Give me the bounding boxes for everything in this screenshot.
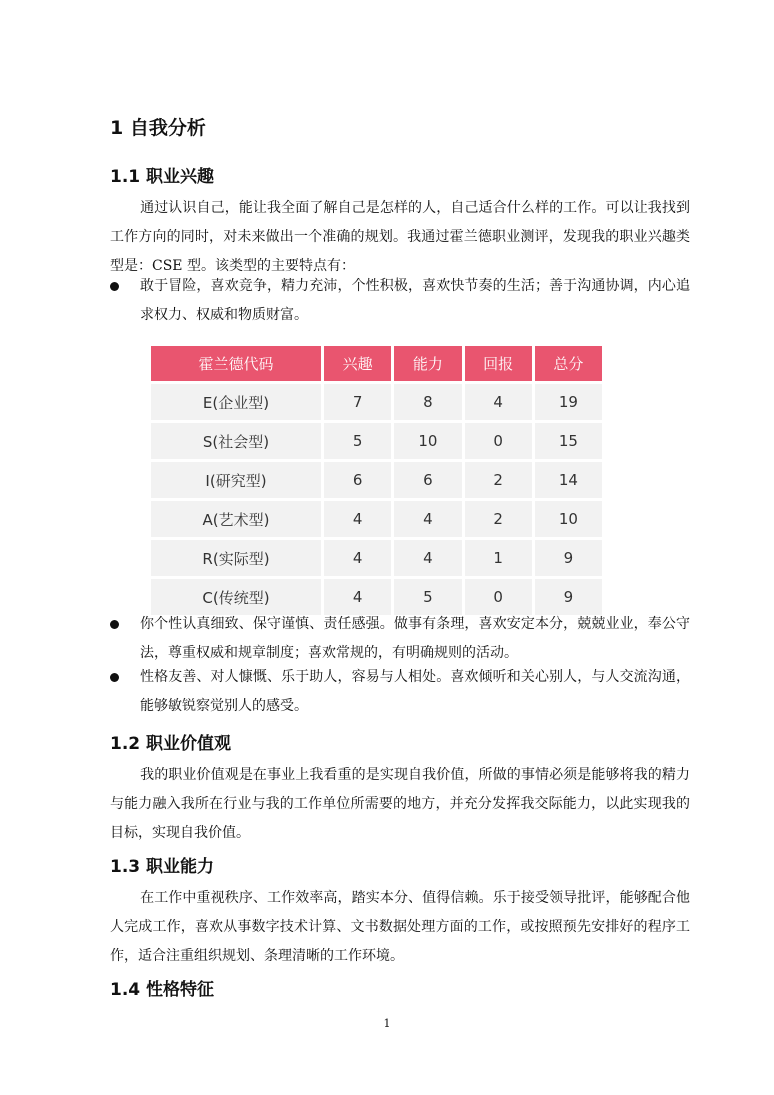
table-cell: 9 — [535, 540, 602, 576]
table-cell: 9 — [535, 579, 602, 615]
table-cell: 6 — [394, 462, 461, 498]
section-1-1-paragraph — [110, 194, 690, 281]
table-header-row — [151, 346, 602, 381]
section-1-heading: 1 自我分析 — [110, 117, 206, 139]
table-header-cell: 能力 — [394, 346, 461, 381]
table-cell: 4 — [324, 579, 391, 615]
table-row — [151, 540, 602, 576]
table-cell: 10 — [535, 501, 602, 537]
section-1-2-heading: 1.2 职业价值观 — [110, 734, 232, 754]
section-1-3-paragraph-text: 在工作中重视秩序、工作效率高，踏实本分、值得信赖。乐于接受领导批评，能够配合他人完成工作，喜欢从事数字技术计算、文书数据处理方面的工作，或按照预先安排好的程序工作，适合注重组织规划、条理清晰的工作环境。 — [110, 890, 690, 964]
table-cell: 0 — [465, 579, 532, 615]
section-1-2-paragraph-text: 我的职业价值观是在事业上我看重的是实现自我价值，所做的事情必须是能够将我的精力与能力融入我所在行业与我的工作单位所需要的地方，并充分发挥我交际能力，以此实现我的目标，实现自我价值。 — [110, 767, 690, 841]
table-cell: 4 — [324, 501, 391, 537]
table-cell: 7 — [324, 384, 391, 420]
table-header-cell: 总分 — [535, 346, 602, 381]
bullet-text-3: 性格友善、对人慷慨、乐于助人，容易与人相处。喜欢倾听和关心别人，与人交流沟通，能够敏锐察觉别人的感受。 — [140, 669, 690, 714]
table-cell: 14 — [535, 462, 602, 498]
table-cell: 0 — [465, 423, 532, 459]
table-cell: 10 — [394, 423, 461, 459]
table-row — [151, 423, 602, 459]
bullet-dot-icon — [110, 282, 119, 291]
table-cell: 8 — [394, 384, 461, 420]
table-cell: I(研究型) — [151, 462, 321, 498]
table-cell: C(传统型) — [151, 579, 321, 615]
page-number: 1 — [383, 1017, 391, 1030]
table-cell: 4 — [465, 384, 532, 420]
bullet-item-2 — [110, 610, 690, 668]
bullet-dot-icon — [110, 620, 119, 629]
table-cell: A(艺术型) — [151, 501, 321, 537]
table-cell: 4 — [394, 540, 461, 576]
table-cell: R(实际型) — [151, 540, 321, 576]
bullet-text-1: 敢于冒险，喜欢竞争，精力充沛，个性积极，喜欢快节奏的生活；善于沟通协调，内心追求权力、权威和物质财富。 — [140, 278, 690, 323]
bullet-dot-icon — [110, 673, 119, 682]
table-cell: 4 — [394, 501, 461, 537]
table-cell: S(社会型) — [151, 423, 321, 459]
table-row — [151, 462, 602, 498]
section-1-1-paragraph-text: 通过认识自己，能让我全面了解自己是怎样的人，自己适合什么样的工作。可以让我找到工作方向的同时，对未来做出一个准确的规划。我通过霍兰德职业测评，发现我的职业兴趣类型是：CSE 型。该类型的主要特点有： — [110, 200, 690, 274]
table-cell: 5 — [394, 579, 461, 615]
table-header-cell: 霍兰德代码 — [151, 346, 321, 381]
table-row — [151, 384, 602, 420]
table-cell: 2 — [465, 501, 532, 537]
table-cell: 2 — [465, 462, 532, 498]
section-1-2-paragraph — [110, 761, 690, 848]
holland-code-table — [148, 343, 605, 618]
table-header-cell: 兴趣 — [324, 346, 391, 381]
table-cell: 4 — [324, 540, 391, 576]
table-cell: 15 — [535, 423, 602, 459]
section-1-1-heading: 1.1 职业兴趣 — [110, 167, 215, 187]
section-1-3-heading: 1.3 职业能力 — [110, 857, 215, 877]
table-cell: 1 — [465, 540, 532, 576]
table-cell: E(企业型) — [151, 384, 321, 420]
table-row — [151, 501, 602, 537]
table-cell: 5 — [324, 423, 391, 459]
bullet-item-3 — [110, 663, 690, 721]
bullet-item-1 — [110, 272, 690, 330]
bullet-text-2: 你个性认真细致、保守谨慎、责任感强。做事有条理，喜欢安定本分，兢兢业业，奉公守法，尊重权威和规章制度；喜欢常规的，有明确规则的活动。 — [140, 616, 690, 661]
table-cell: 6 — [324, 462, 391, 498]
table-header-cell: 回报 — [465, 346, 532, 381]
section-1-4-heading: 1.4 性格特征 — [110, 980, 215, 1000]
table-cell: 19 — [535, 384, 602, 420]
section-1-3-paragraph — [110, 884, 690, 971]
